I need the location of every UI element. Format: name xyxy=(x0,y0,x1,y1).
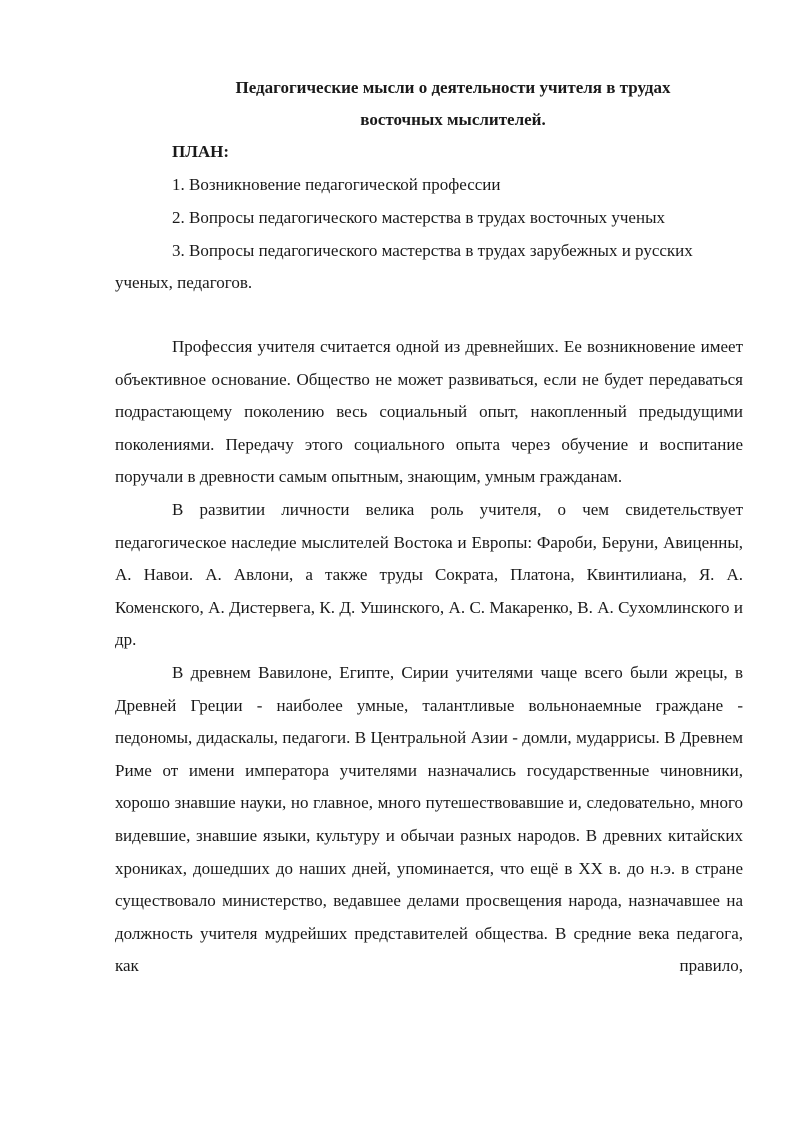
plan-item-1: 1. Возникновение педагогической профессии xyxy=(172,175,501,194)
body-paragraph-2: В развитии личности велика роль учителя, о чем свидетельствует педагогическое наследие мыслителей Востока и Европы: Фароби, Беруни, Авиценны, А. Навои. А. Авлони, а также труды Сократа, Платона, Квинтилиана, Я. А. Коменского, А. Дистервега, К. Д. Ушинского, А. С. Макаренко, В. А. Сухомлинского и др. xyxy=(115,499,743,650)
plan-heading: ПЛАН: xyxy=(172,142,230,161)
document-title xyxy=(115,72,743,136)
body-paragraph-3: В древнем Вавилоне, Египте, Сирии учителями чаще всего были жрецы, в Древней Греции - наиболее умные, талантливые вольнонаемные граждане - педономы, дидаскалы, педагоги. В Центральной Азии - домли, мударрисы. В Древнем Риме от имени императора учителями назначались государственные чиновники, хорошо знавшие науки, но главное, много путешествовавшие и, следовательно, много видевшие, знавшие языки, культуру и обычаи разных народов. В древних китайских хрониках, дошедших до наших дней, упоминается, что ещё в XX в. до н.э. в стране существовало министерство, ведавшее делами просвещения народа, назначавшее на должность учителя мудрейших представителей общества. В средние века педагога, как правило, xyxy=(115,662,743,976)
document-content xyxy=(115,72,743,983)
section-gap xyxy=(115,299,743,331)
body-paragraph-1: Профессия учителя считается одной из древнейших. Ее возникновение имеет объективное основание. Общество не может развиваться, если не будет передаваться подрастающему поколению весь социальный опыт, накопленный предыдущими поколениями. Передачу этого социального опыта через обучение и воспитание поручали в древности самым опытным, знающим, умным гражданам. xyxy=(115,337,743,487)
title-line-1: Педагогические мысли о деятельности учителя в трудах xyxy=(235,78,671,97)
title-line-2: восточных мыслителей. xyxy=(360,110,546,129)
plan-item-3: 3. Вопросы педагогического мастерства в трудах зарубежных и русских ученых, педагогов. xyxy=(115,241,693,292)
plan-item-2: 2. Вопросы педагогического мастерства в трудах восточных ученых xyxy=(172,208,665,227)
